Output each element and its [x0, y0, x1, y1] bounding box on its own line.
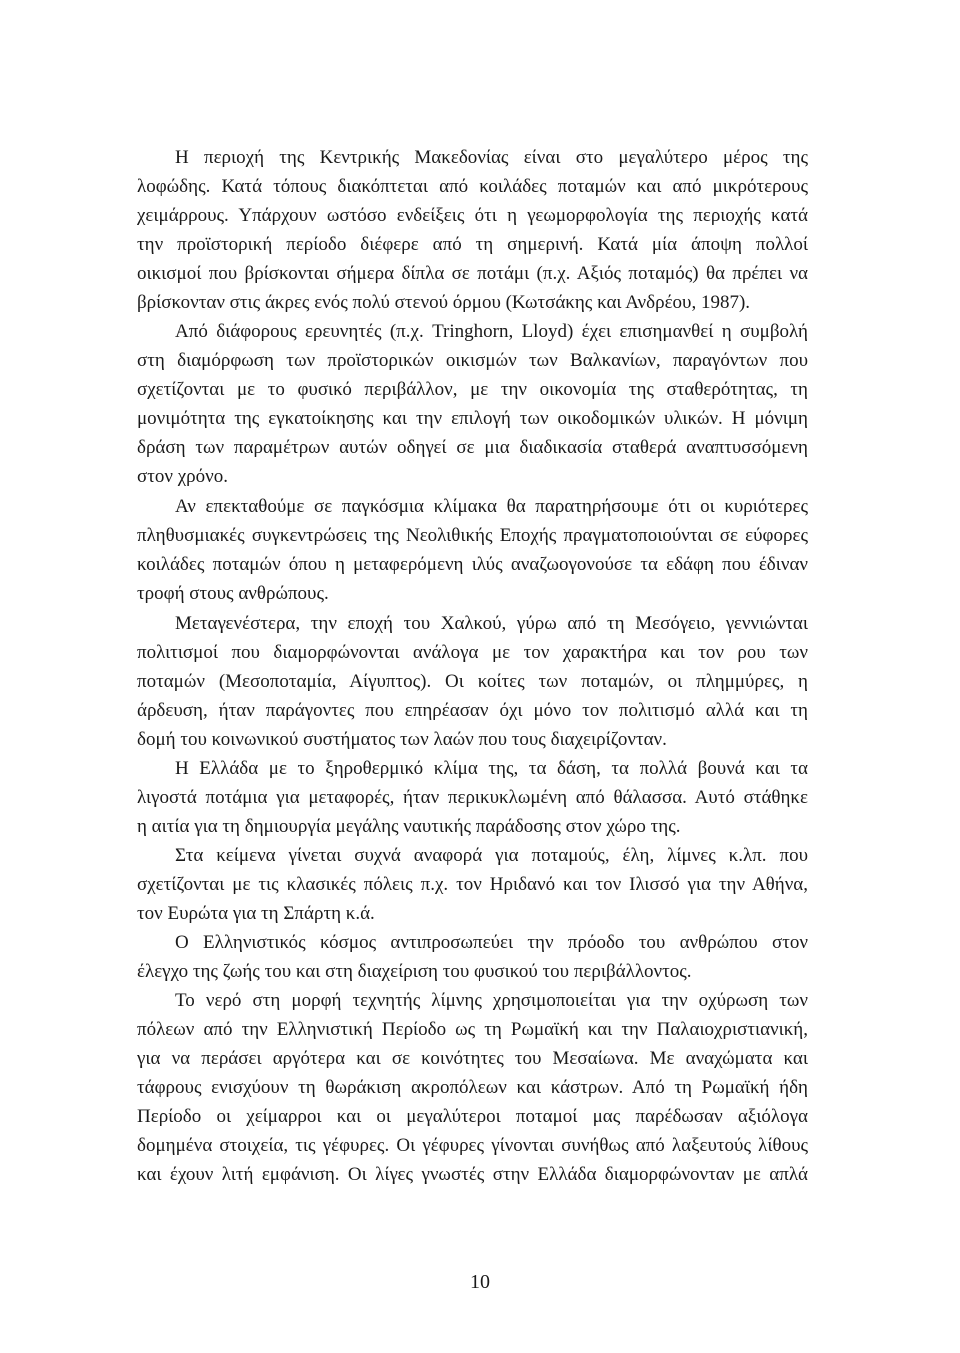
body-text-line: λιγοστά ποτάμια για μεταφορές, ήταν περικυκλωμένη από θάλασσα. Αυτό στάθηκε [137, 787, 808, 808]
body-text-line: Ο Ελληνιστικός κόσμος αντιπροσωπεύει την πρόοδο του ανθρώπου στον [175, 932, 808, 953]
body-text-line: τροφή στους ανθρώπους. [137, 583, 329, 604]
body-text-line: άρδευση, ήταν παράγοντες που επηρέασαν όχι μόνο τον πολιτισμό αλλά και τη [137, 700, 808, 721]
body-text-line: Στα κείμενα γίνεται συχνά αναφορά για ποταμούς, έλη, λίμνες κ.λπ. που [175, 845, 808, 866]
body-text-line: σχετίζονται με το φυσικό περιβάλλον, με την οικονομία της σταθερότητας, τη [137, 379, 808, 400]
body-text-line: Το νερό στη μορφή τεχνητής λίμνης χρησιμοποιείται για την οχύρωση των [175, 990, 808, 1011]
body-text-line: στον χρόνο. [137, 466, 228, 487]
body-text-line: λοφώδης. Κατά τόπους διακόπτεται από κοιλάδες ποταμών και από μικρότερους [137, 176, 808, 197]
body-text-line: Μεταγενέστερα, την εποχή του Χαλκού, γύρω από τη Μεσόγειο, γεννιώνται [175, 613, 808, 634]
body-text-line: δράση των παραμέτρων αυτών οδηγεί σε μια διαδικασία σταθερά αναπτυσσόμενη [137, 437, 808, 458]
body-text-line: οικισμοί που βρίσκονται σήμερα δίπλα σε ποτάμι (π.χ. Αξιός ποταμός) θα πρέπει να [137, 263, 808, 284]
body-text-line: χειμάρρους. Υπάρχουν ωστόσο ενδείξεις ότι η γεωμορφολογία της περιοχής κατά [137, 205, 808, 226]
body-text-line: βρίσκονταν στις άκρες ενός πολύ στενού όρμου (Κωτσάκης και Ανδρέου, 1987). [137, 292, 751, 313]
body-text-line: κοιλάδες ποταμών όπου η μεταφερόμενη ιλύς αναζωογονούσε τα εδάφη που έδιναν [137, 554, 808, 575]
body-text-line: τάφρους ενισχύουν τη θωράκιση ακροπόλεων και κάστρων. Από τη Ρωμαϊκή ήδη [137, 1077, 808, 1098]
body-text-line: Η Ελλάδα με το ξηροθερμικό κλίμα της, τα δάση, τα πολλά βουνά και τα [175, 758, 808, 779]
body-text-line: στη διαμόρφωση των προϊστορικών οικισμών των Βαλκανίων, παραγόντων που [137, 350, 808, 371]
body-text-line: πολιτισμοί που διαμορφώνονται ανάλογα με τον χαρακτήρα και τον ρου των [137, 642, 808, 663]
body-text-line: Η περιοχή της Κεντρικής Μακεδονίας είναι στο μεγαλύτερο μέρος της [175, 147, 808, 168]
body-text-line: τον Ευρώτα για τη Σπάρτη κ.ά. [137, 903, 375, 924]
body-text-line: για να περάσει αργότερα και σε κοινότητες του Μεσαίωνα. Με αναχώματα και [137, 1048, 808, 1069]
body-text-line: δομημένα στοιχεία, τις γέφυρες. Οι γέφυρες γίνονται συνήθως από λαξευτούς λίθους [137, 1135, 808, 1156]
body-text-line: Περίοδο οι χείμαρροι και οι μεγαλύτεροι ποταμοί μας παρέδωσαν αξιόλογα [137, 1106, 808, 1127]
page-number: 10 [470, 1271, 490, 1293]
body-text-line: πληθυσμιακές συγκεντρώσεις της Νεολιθικής Εποχής πραγματοποιούνται σε εύφορες [137, 525, 808, 546]
body-text-line: σχετίζονται με τις κλασικές πόλεις π.χ. τον Ηριδανό και τον Ιλισσό για την Αθήνα, [137, 874, 808, 895]
body-text-line: Από διάφορους ερευνητές (π.χ. Tringhorn, Lloyd) έχει επισημανθεί η συμβολή [175, 321, 808, 342]
body-text-line: την προϊστορική περίοδο διέφερε από τη σημερινή. Κατά μία άποψη πολλοί [137, 234, 808, 255]
body-text-line: δομή του κοινωνικού συστήματος των λαών που τους διαχειρίζονταν. [137, 729, 667, 750]
body-text-line: μονιμότητα της εγκατοίκησης και την επιλογή των οικοδομικών υλικών. Η μόνιμη [137, 408, 808, 429]
body-text-line: ποταμών (Μεσοποταμία, Αίγυπτος). Οι κοίτες των ποταμών, οι πλημμύρες, η [137, 671, 808, 692]
body-text-line: πόλεων από την Ελληνιστική Περίοδο ως τη Ρωμαϊκή και την Παλαιοχριστιανική, [137, 1019, 808, 1040]
body-text-line: η αιτία για τη δημιουργία μεγάλης ναυτικής παράδοσης στον χώρο της. [137, 816, 681, 837]
body-text-line: έλεγχο της ζωής του και στη διαχείριση του φυσικού του περιβάλλοντος. [137, 961, 692, 982]
body-text-line: και έχουν λιτή εμφάνιση. Οι λίγες γνωστές στην Ελλάδα διαμορφώνονταν με απλά [137, 1164, 808, 1185]
body-text-line: Αν επεκταθούμε σε παγκόσμια κλίμακα θα παρατηρήσουμε ότι οι κυριότερες [175, 496, 808, 517]
